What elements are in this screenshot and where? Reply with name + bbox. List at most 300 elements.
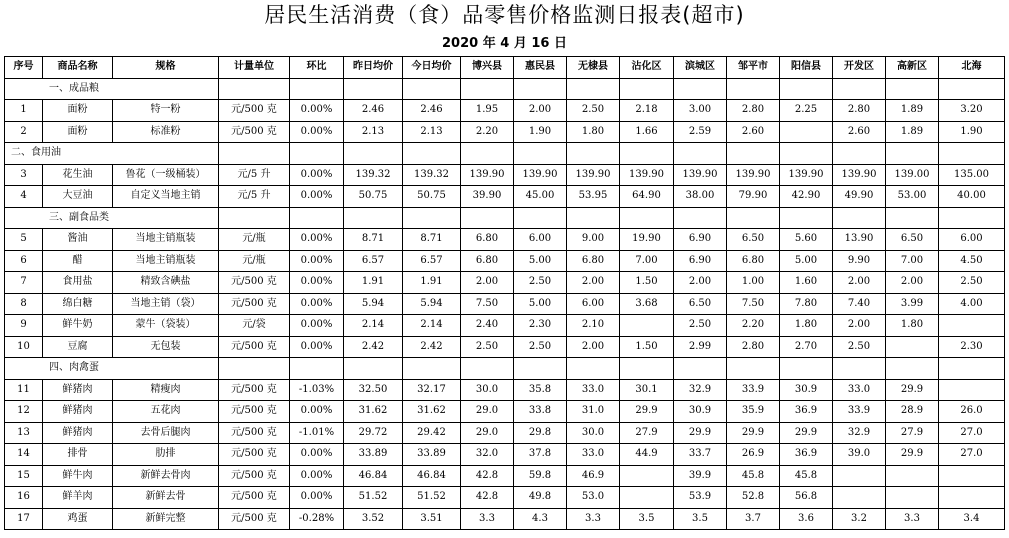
column-header: 无棣县 xyxy=(567,57,620,79)
table-cell: 0.00% xyxy=(290,487,344,509)
table-cell: 32.0 xyxy=(461,444,514,466)
table-cell: 0.00% xyxy=(290,229,344,251)
table-cell: 2.13 xyxy=(344,121,403,143)
empty-cell xyxy=(344,143,403,165)
table-cell: 2.30 xyxy=(514,315,567,337)
table-cell: 139.90 xyxy=(514,164,567,186)
table-cell: 当地主销瓶装 xyxy=(113,229,219,251)
table-cell: 5.94 xyxy=(344,293,403,315)
empty-cell xyxy=(674,207,727,229)
table-cell: 139.90 xyxy=(620,164,674,186)
table-cell: 当地主销（袋） xyxy=(113,293,219,315)
table-cell: 酱油 xyxy=(43,229,113,251)
empty-cell xyxy=(833,207,886,229)
table-cell: 38.00 xyxy=(674,186,727,208)
table-cell: 自定义当地主销 xyxy=(113,186,219,208)
column-header: 今日均价 xyxy=(403,57,461,79)
table-cell: 6.80 xyxy=(567,250,620,272)
empty-cell xyxy=(886,207,939,229)
table-cell: 1.91 xyxy=(344,272,403,294)
table-cell: 精瘦肉 xyxy=(113,379,219,401)
section-row xyxy=(5,207,1005,229)
section-label: 一、成品粮 xyxy=(5,78,219,100)
table-cell: 7.50 xyxy=(727,293,780,315)
table-cell: 26.0 xyxy=(939,401,1005,423)
table-cell: 4.00 xyxy=(939,293,1005,315)
table-cell: 4.50 xyxy=(939,250,1005,272)
empty-cell xyxy=(780,78,833,100)
table-cell: 3.99 xyxy=(886,293,939,315)
table-cell: 元/袋 xyxy=(219,315,290,337)
table-cell: 2 xyxy=(5,121,43,143)
empty-cell xyxy=(567,78,620,100)
table-cell: 1.50 xyxy=(620,272,674,294)
table-cell: 1.90 xyxy=(939,121,1005,143)
table-cell: 元/500 克 xyxy=(219,100,290,122)
empty-cell xyxy=(674,358,727,380)
table-cell: 29.42 xyxy=(403,422,461,444)
table-row xyxy=(5,315,1005,337)
table-cell: 44.9 xyxy=(620,444,674,466)
table-cell: 6.80 xyxy=(727,250,780,272)
table-cell: 2.14 xyxy=(344,315,403,337)
empty-cell xyxy=(833,143,886,165)
report-date: 2020 年 4 月 16 日 xyxy=(442,36,567,51)
empty-cell xyxy=(290,78,344,100)
table-cell: 53.95 xyxy=(567,186,620,208)
empty-cell xyxy=(833,78,886,100)
table-cell: 大豆油 xyxy=(43,186,113,208)
table-cell: 精致含碘盐 xyxy=(113,272,219,294)
empty-cell xyxy=(219,358,290,380)
table-cell: -0.28% xyxy=(290,508,344,530)
table-cell: 2.50 xyxy=(461,336,514,358)
table-cell: 52.8 xyxy=(727,487,780,509)
table-cell: 特一粉 xyxy=(113,100,219,122)
table-cell: 3.4 xyxy=(939,508,1005,530)
table-row xyxy=(5,293,1005,315)
table-cell: 排骨 xyxy=(43,444,113,466)
table-cell xyxy=(939,379,1005,401)
table-cell: 7.50 xyxy=(461,293,514,315)
table-cell: 0.00% xyxy=(290,250,344,272)
table-cell: 11 xyxy=(5,379,43,401)
table-row xyxy=(5,465,1005,487)
table-cell: 元/500 克 xyxy=(219,336,290,358)
table-cell: 139.00 xyxy=(886,164,939,186)
table-cell xyxy=(939,465,1005,487)
table-cell xyxy=(939,487,1005,509)
table-cell: 2.70 xyxy=(780,336,833,358)
table-cell: 元/500 克 xyxy=(219,487,290,509)
table-cell: 30.0 xyxy=(461,379,514,401)
table-cell: 5.00 xyxy=(514,250,567,272)
empty-cell xyxy=(567,207,620,229)
table-cell: 1.66 xyxy=(620,121,674,143)
empty-cell xyxy=(461,207,514,229)
table-cell: 29.0 xyxy=(461,422,514,444)
table-cell: 元/500 克 xyxy=(219,508,290,530)
table-cell: 3.68 xyxy=(620,293,674,315)
table-cell: 3.51 xyxy=(403,508,461,530)
table-cell: 6.00 xyxy=(567,293,620,315)
empty-cell xyxy=(219,143,290,165)
table-cell xyxy=(620,465,674,487)
table-cell: 49.8 xyxy=(514,487,567,509)
table-cell: 30.9 xyxy=(674,401,727,423)
table-cell: 无包装 xyxy=(113,336,219,358)
empty-cell xyxy=(514,358,567,380)
table-cell: 食用盐 xyxy=(43,272,113,294)
table-cell: 元/5 升 xyxy=(219,186,290,208)
table-cell: 4 xyxy=(5,186,43,208)
table-cell: 3.00 xyxy=(674,100,727,122)
table-cell xyxy=(886,465,939,487)
table-cell: 6.80 xyxy=(461,250,514,272)
table-cell: 35.9 xyxy=(727,401,780,423)
empty-cell xyxy=(939,358,1005,380)
table-cell: 元/500 克 xyxy=(219,272,290,294)
table-cell: 豆腐 xyxy=(43,336,113,358)
table-cell: 面粉 xyxy=(43,100,113,122)
table-cell: 64.90 xyxy=(620,186,674,208)
table-cell: 鲜牛肉 xyxy=(43,465,113,487)
table-cell: 53.9 xyxy=(674,487,727,509)
table-cell: 79.90 xyxy=(727,186,780,208)
table-cell: 2.00 xyxy=(567,272,620,294)
empty-cell xyxy=(344,78,403,100)
table-cell: 32.9 xyxy=(833,422,886,444)
table-cell: 4.3 xyxy=(514,508,567,530)
empty-cell xyxy=(886,358,939,380)
table-cell: 元/500 克 xyxy=(219,121,290,143)
table-cell: 2.25 xyxy=(780,100,833,122)
table-cell: 9.00 xyxy=(567,229,620,251)
table-cell: 3.20 xyxy=(939,100,1005,122)
table-cell: 2.00 xyxy=(461,272,514,294)
table-cell: 0.00% xyxy=(290,121,344,143)
table-cell: 5 xyxy=(5,229,43,251)
table-cell: 42.8 xyxy=(461,465,514,487)
page-title: 居民生活消费（食）品零售价格监测日报表(超市) xyxy=(264,3,745,27)
table-cell: 元/500 克 xyxy=(219,444,290,466)
table-cell: 2.50 xyxy=(939,272,1005,294)
table-cell: 元/500 克 xyxy=(219,379,290,401)
table-cell: 2.80 xyxy=(833,100,886,122)
table-cell xyxy=(620,487,674,509)
empty-cell xyxy=(727,143,780,165)
table-cell: 3.6 xyxy=(780,508,833,530)
table-cell: 29.0 xyxy=(461,401,514,423)
empty-cell xyxy=(620,207,674,229)
table-cell: 7.00 xyxy=(886,250,939,272)
table-row xyxy=(5,379,1005,401)
table-cell: 3.2 xyxy=(833,508,886,530)
table-cell: 6.50 xyxy=(674,293,727,315)
table-cell: 9.90 xyxy=(833,250,886,272)
empty-cell xyxy=(403,358,461,380)
table-cell: 鸡蛋 xyxy=(43,508,113,530)
table-cell: 鲜猪肉 xyxy=(43,379,113,401)
table-cell: 肋排 xyxy=(113,444,219,466)
table-cell: 33.89 xyxy=(344,444,403,466)
table-cell: 2.59 xyxy=(674,121,727,143)
table-cell: 42.8 xyxy=(461,487,514,509)
table-header-row xyxy=(5,57,1005,79)
table-cell: 139.90 xyxy=(780,164,833,186)
table-cell: 1 xyxy=(5,100,43,122)
table-row xyxy=(5,508,1005,530)
table-cell: 45.00 xyxy=(514,186,567,208)
table-cell: 40.00 xyxy=(939,186,1005,208)
empty-cell xyxy=(567,143,620,165)
table-cell: 2.80 xyxy=(727,100,780,122)
table-cell: 32.17 xyxy=(403,379,461,401)
table-cell: 鲜牛奶 xyxy=(43,315,113,337)
table-cell: 五花肉 xyxy=(113,401,219,423)
table-cell: 31.62 xyxy=(403,401,461,423)
table-cell: 33.0 xyxy=(833,379,886,401)
table-cell: 鲁花（一级桶装） xyxy=(113,164,219,186)
table-cell: 6.90 xyxy=(674,250,727,272)
table-cell xyxy=(833,465,886,487)
table-cell: 5.00 xyxy=(780,250,833,272)
table-cell: 7.00 xyxy=(620,250,674,272)
table-cell: 0.00% xyxy=(290,293,344,315)
table-cell: 33.9 xyxy=(727,379,780,401)
table-cell: 53.0 xyxy=(567,487,620,509)
table-cell: 0.00% xyxy=(290,444,344,466)
table-cell: 33.8 xyxy=(514,401,567,423)
table-cell: 6.50 xyxy=(727,229,780,251)
table-cell: 33.0 xyxy=(567,444,620,466)
table-cell: 33.9 xyxy=(833,401,886,423)
table-cell: 29.8 xyxy=(514,422,567,444)
table-cell: 6.00 xyxy=(939,229,1005,251)
table-cell: 8.71 xyxy=(403,229,461,251)
column-header: 高新区 xyxy=(886,57,939,79)
table-cell: 32.50 xyxy=(344,379,403,401)
table-cell: 31.62 xyxy=(344,401,403,423)
table-cell: 3.3 xyxy=(461,508,514,530)
table-row xyxy=(5,121,1005,143)
table-cell: 0.00% xyxy=(290,401,344,423)
table-cell: 鲜猪肉 xyxy=(43,422,113,444)
table-cell: 鲜羊肉 xyxy=(43,487,113,509)
table-cell: 6.90 xyxy=(674,229,727,251)
table-cell: 7.40 xyxy=(833,293,886,315)
table-cell: 2.50 xyxy=(567,100,620,122)
table-cell: 33.0 xyxy=(567,379,620,401)
table-cell: 13 xyxy=(5,422,43,444)
table-cell: 29.9 xyxy=(674,422,727,444)
table-cell: 6.80 xyxy=(461,229,514,251)
table-cell: 1.80 xyxy=(886,315,939,337)
table-cell: 13.90 xyxy=(833,229,886,251)
table-cell: 51.52 xyxy=(403,487,461,509)
table-cell: 39.9 xyxy=(674,465,727,487)
table-cell: 37.8 xyxy=(514,444,567,466)
table-row xyxy=(5,272,1005,294)
empty-cell xyxy=(780,143,833,165)
table-row xyxy=(5,186,1005,208)
table-cell: 2.50 xyxy=(514,336,567,358)
table-cell: 2.46 xyxy=(344,100,403,122)
table-cell: 2.99 xyxy=(674,336,727,358)
table-cell: 2.40 xyxy=(461,315,514,337)
empty-cell xyxy=(461,143,514,165)
table-cell: 35.8 xyxy=(514,379,567,401)
empty-cell xyxy=(939,143,1005,165)
table-cell: 当地主销瓶装 xyxy=(113,250,219,272)
table-cell: 2.00 xyxy=(833,315,886,337)
table-cell: 30.0 xyxy=(567,422,620,444)
table-cell: 59.8 xyxy=(514,465,567,487)
table-cell: 2.00 xyxy=(674,272,727,294)
table-cell: 1.80 xyxy=(780,315,833,337)
table-cell: 45.8 xyxy=(780,465,833,487)
section-label: 四、肉禽蛋 xyxy=(5,358,219,380)
table-cell: 6.00 xyxy=(514,229,567,251)
empty-cell xyxy=(939,207,1005,229)
table-cell: 3.5 xyxy=(620,508,674,530)
table-cell: 2.30 xyxy=(939,336,1005,358)
table-cell: 1.90 xyxy=(514,121,567,143)
table-cell: 27.9 xyxy=(620,422,674,444)
empty-cell xyxy=(219,78,290,100)
table-cell: 28.9 xyxy=(886,401,939,423)
table-cell: 1.50 xyxy=(620,336,674,358)
table-cell: 醋 xyxy=(43,250,113,272)
table-cell: 2.14 xyxy=(403,315,461,337)
column-header: 惠民县 xyxy=(514,57,567,79)
table-cell xyxy=(886,336,939,358)
table-cell: 8 xyxy=(5,293,43,315)
table-cell: 6.50 xyxy=(886,229,939,251)
table-cell: 鲜猪肉 xyxy=(43,401,113,423)
table-cell: 50.75 xyxy=(344,186,403,208)
empty-cell xyxy=(403,78,461,100)
table-cell: 蒙牛（袋装） xyxy=(113,315,219,337)
table-cell: 2.20 xyxy=(727,315,780,337)
table-cell: 2.60 xyxy=(833,121,886,143)
table-cell: 33.89 xyxy=(403,444,461,466)
table-cell xyxy=(886,487,939,509)
table-cell: 绵白糖 xyxy=(43,293,113,315)
table-cell: 26.9 xyxy=(727,444,780,466)
section-row xyxy=(5,143,1005,165)
table-cell: 139.90 xyxy=(567,164,620,186)
table-row xyxy=(5,229,1005,251)
column-header: 北海 xyxy=(939,57,1005,79)
table-cell: 5.94 xyxy=(403,293,461,315)
table-row xyxy=(5,487,1005,509)
column-header: 规格 xyxy=(113,57,219,79)
table-cell: 2.60 xyxy=(727,121,780,143)
table-cell: 标准粉 xyxy=(113,121,219,143)
table-cell: 5.60 xyxy=(780,229,833,251)
empty-cell xyxy=(939,78,1005,100)
empty-cell xyxy=(403,143,461,165)
column-header: 博兴县 xyxy=(461,57,514,79)
table-cell: 27.9 xyxy=(886,422,939,444)
table-cell: 1.95 xyxy=(461,100,514,122)
table-row xyxy=(5,422,1005,444)
table-cell: 46.9 xyxy=(567,465,620,487)
table-cell: 29.72 xyxy=(344,422,403,444)
table-cell: 2.42 xyxy=(403,336,461,358)
table-cell: 元/瓶 xyxy=(219,229,290,251)
table-cell: -1.01% xyxy=(290,422,344,444)
empty-cell xyxy=(514,78,567,100)
table-cell: 30.1 xyxy=(620,379,674,401)
table-cell: 31.0 xyxy=(567,401,620,423)
table-cell: 17 xyxy=(5,508,43,530)
table-row xyxy=(5,100,1005,122)
table-cell: 51.52 xyxy=(344,487,403,509)
table-cell: 139.32 xyxy=(344,164,403,186)
table-cell: 10 xyxy=(5,336,43,358)
table-cell: 2.50 xyxy=(833,336,886,358)
table-cell: 39.0 xyxy=(833,444,886,466)
empty-cell xyxy=(461,78,514,100)
table-cell: 5.00 xyxy=(514,293,567,315)
empty-cell xyxy=(674,78,727,100)
table-cell: 46.84 xyxy=(403,465,461,487)
empty-cell xyxy=(886,143,939,165)
table-cell: 9 xyxy=(5,315,43,337)
table-cell: 新鲜完整 xyxy=(113,508,219,530)
table-cell xyxy=(620,315,674,337)
column-header: 环比 xyxy=(290,57,344,79)
table-row xyxy=(5,401,1005,423)
table-cell: 元/500 克 xyxy=(219,401,290,423)
table-cell: 3.3 xyxy=(886,508,939,530)
section-row xyxy=(5,358,1005,380)
empty-cell xyxy=(344,207,403,229)
table-cell: 19.90 xyxy=(620,229,674,251)
table-cell: 27.0 xyxy=(939,422,1005,444)
table-cell: 3 xyxy=(5,164,43,186)
column-header: 邹平市 xyxy=(727,57,780,79)
column-header: 沾化区 xyxy=(620,57,674,79)
table-cell: 3.5 xyxy=(674,508,727,530)
empty-cell xyxy=(403,207,461,229)
table-cell: 2.13 xyxy=(403,121,461,143)
table-cell: 6 xyxy=(5,250,43,272)
table-cell: 139.90 xyxy=(727,164,780,186)
empty-cell xyxy=(290,207,344,229)
table-cell xyxy=(780,121,833,143)
table-cell: 7.80 xyxy=(780,293,833,315)
empty-cell xyxy=(620,358,674,380)
table-cell: 39.90 xyxy=(461,186,514,208)
section-row xyxy=(5,78,1005,100)
table-cell: 33.7 xyxy=(674,444,727,466)
table-row xyxy=(5,336,1005,358)
table-cell: 2.42 xyxy=(344,336,403,358)
table-cell: 15 xyxy=(5,465,43,487)
empty-cell xyxy=(727,78,780,100)
empty-cell xyxy=(780,207,833,229)
empty-cell xyxy=(290,143,344,165)
empty-cell xyxy=(514,143,567,165)
table-cell: 3.3 xyxy=(567,508,620,530)
table-cell: 50.75 xyxy=(403,186,461,208)
table-cell: 49.90 xyxy=(833,186,886,208)
empty-cell xyxy=(514,207,567,229)
table-cell: 29.9 xyxy=(886,379,939,401)
